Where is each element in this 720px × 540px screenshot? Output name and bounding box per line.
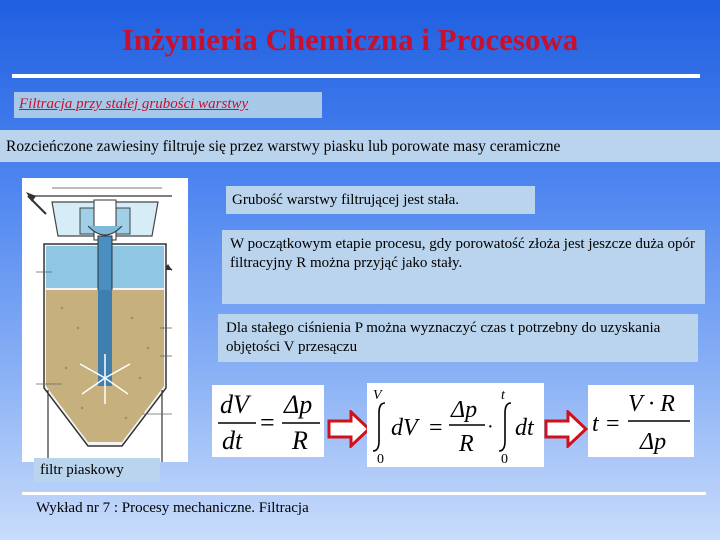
eq3-numerator: V · R: [628, 391, 675, 417]
eq2-int2-upper: t: [501, 388, 505, 403]
figure-caption: [34, 458, 160, 482]
eq2-int2-body: dt: [515, 415, 534, 441]
subtitle: Filtracja przy stałej grubości warstwy: [19, 96, 249, 112]
subtitle-box: [14, 92, 322, 118]
equation-integral: [367, 383, 544, 467]
eq2-equals: =: [429, 415, 443, 441]
point-constant-pressure: Dla stałego ciśnienia P można wyznaczyć czas t potrzebny do uzyskania objętości V przesączu: [218, 314, 698, 362]
footer-text: Wykład nr 7 : Procesy mechaniczne. Filtracja: [36, 500, 309, 516]
eq2-dot: ·: [487, 416, 494, 438]
arrow-right-icon: [327, 410, 371, 453]
eq2-frac-denominator: R: [459, 431, 474, 457]
equation-differential: [212, 385, 324, 457]
eq3-equals: =: [606, 411, 620, 437]
eq3-lhs: t: [592, 411, 599, 437]
arrow-right-icon: [544, 410, 588, 453]
intro-box: [0, 130, 720, 162]
point-initial-resistance: W początkowym etapie procesu, gdy porowatość złoża jest jeszcze duża opór filtracyjny R można przyjąć jako stały.: [222, 230, 705, 304]
eq2-int1-lower: 0: [377, 452, 384, 467]
eq1-lhs-numerator: dV: [220, 390, 249, 419]
sand-filter-diagram: [22, 178, 188, 462]
equation-time: [588, 385, 694, 457]
eq3-denominator: Δp: [640, 429, 667, 455]
eq1-rhs-numerator: Δp: [284, 390, 313, 419]
eq2-int1-body: dV: [391, 415, 418, 441]
eq2-int2-lower: 0: [501, 452, 508, 467]
eq2-int1-upper: V: [373, 388, 382, 403]
slide-title: Inżynieria Chemiczna i Procesowa: [121, 22, 579, 57]
eq1-rhs-denominator: R: [292, 426, 308, 455]
sand-filter-drawing: [22, 178, 188, 462]
eq1-lhs-denominator: dt: [222, 426, 243, 455]
eq2-frac-numerator: Δp: [451, 397, 478, 423]
intro-text: Rozcieńczone zawiesiny filtruje się przez warstwy piasku lub porowate masy ceramiczne: [6, 138, 561, 155]
point-constant-thickness: Grubość warstwy filtrującej jest stała.: [226, 186, 535, 214]
footer-divider: [22, 492, 706, 495]
title-divider: [12, 74, 700, 78]
eq1-equals: =: [260, 408, 275, 437]
figure-caption-text: filtr piaskowy: [40, 462, 124, 478]
